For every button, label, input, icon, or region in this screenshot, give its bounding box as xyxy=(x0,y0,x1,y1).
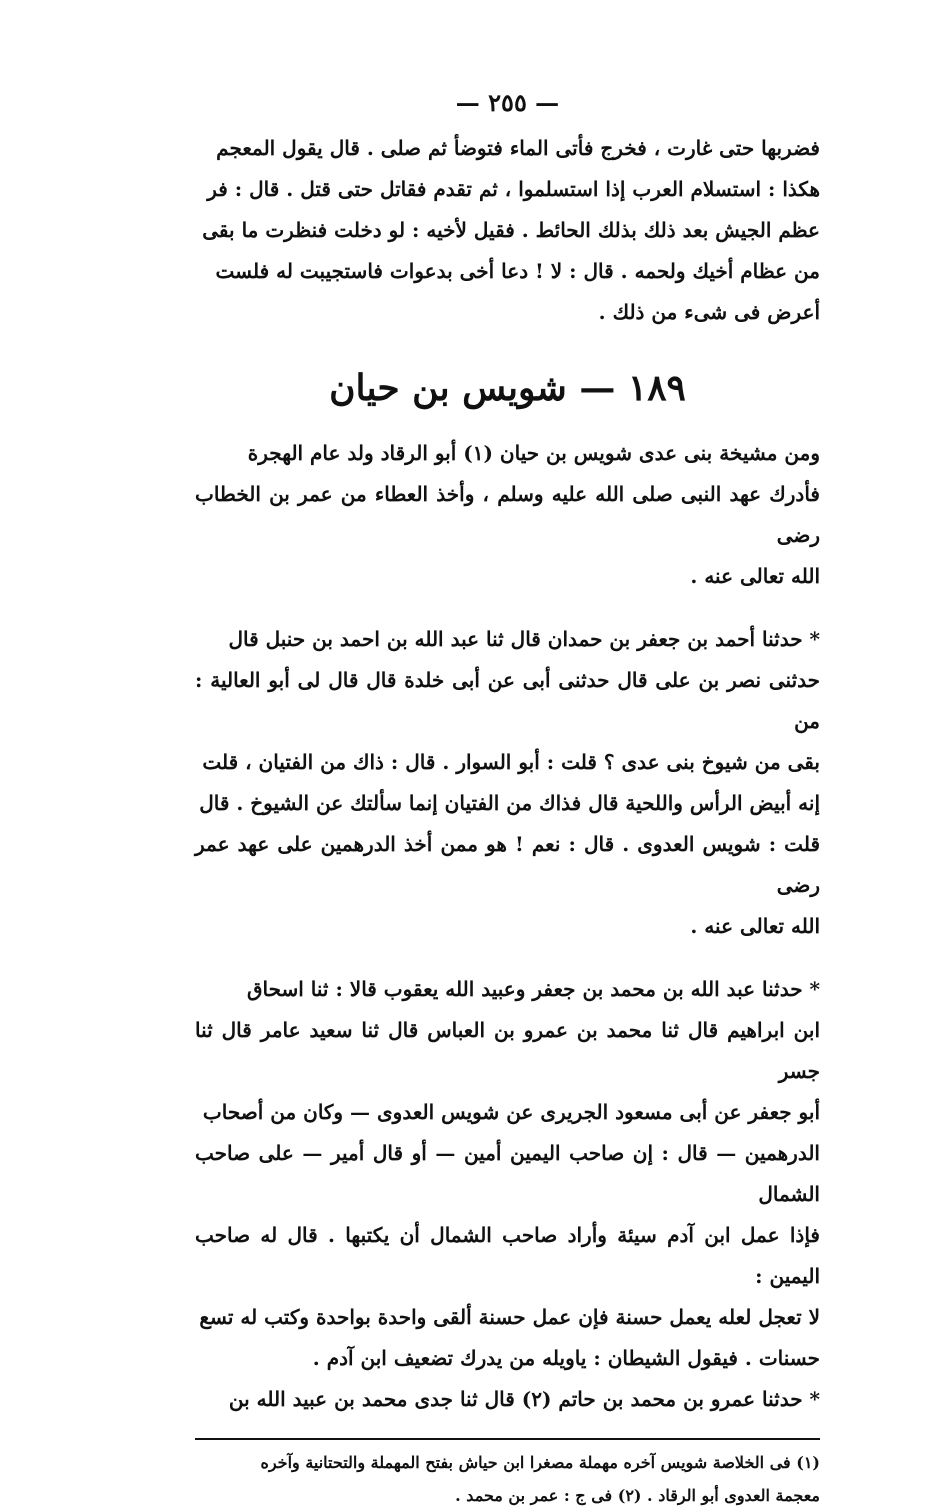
text-line: ابن ابراهيم قال ثنا محمد بن عمرو بن العباس قال ثنا سعيد عامر قال ثنا جسر xyxy=(195,1018,820,1083)
text-line: حدثنى نصر بن على قال حدثنى أبى عن أبى خلدة قال قال لى أبو العالية : من xyxy=(195,668,820,733)
text-line: قلت : شويس العدوى . قال : نعم ! هو ممن أخذ الدرهمين على عهد عمر رضى xyxy=(195,832,820,897)
page-number: — ٢٥٥ — xyxy=(455,88,560,117)
text-line: لا تعجل لعله يعمل حسنة فإن عمل حسنة ألقى واحدة بواحدة وكتب له تسع xyxy=(199,1305,820,1329)
hadith-paragraph-1 xyxy=(195,619,820,947)
page xyxy=(195,78,820,1512)
footnote-line: معجمة العدوى أبو الرقاد . (٢) فى ج : عمر بن محمد . xyxy=(455,1486,820,1505)
text-line: بقى من شيوخ بنى عدى ؟ قلت : أبو السوار . قال : ذاك من الفتيان ، قلت xyxy=(202,750,820,774)
text-line: أعرض فى شىء من ذلك . xyxy=(598,300,820,324)
text-line: فضربها حتى غارت ، فخرج فأتى الماء فتوضأ ثم صلى . قال يقول المعجم xyxy=(216,136,820,160)
text-line: * حدثنا عمرو بن محمد بن حاتم (٢) قال ثنا جدى محمد بن عبيد الله بن xyxy=(228,1387,820,1411)
footnotes xyxy=(195,1446,820,1512)
text-line: هكذا : استسلام العرب إذا استسلموا ، ثم تقدم فقاتل حتى قتل . قال : فر xyxy=(207,177,820,201)
bio-paragraph xyxy=(195,433,820,597)
text-line: الدرهمين — قال : إن صاحب اليمين أمين — أو قال أمير — على صاحب الشمال xyxy=(195,1141,820,1206)
text-line: * حدثنا عبد الله بن محمد بن جعفر وعبيد الله يعقوب قالا : ثنا اسحاق xyxy=(246,977,820,1001)
text-line: أبو جعفر عن أبى مسعود الجريرى عن شويس العدوى — وكان من أصحاب xyxy=(202,1100,820,1124)
footnote-line: (١) فى الخلاصة شويس آخره مهملة مصغرا ابن حياش بفتح المهملة والتحتانية وآخره xyxy=(260,1453,820,1472)
footnote-divider xyxy=(195,1438,820,1440)
text-line: عظم الجيش بعد ذلك بذلك الحائط . فقيل لأخيه : لو دخلت فنظرت ما بقى xyxy=(202,218,820,242)
hadith-paragraph-2 xyxy=(195,969,820,1379)
text-line: من عظام أخيك ولحمه . قال : لا ! دعا أخى بدعوات فاستجيبت له فلست xyxy=(215,259,820,283)
text-line: إنه أبيض الرأس واللحية قال فذاك من الفتيان إنما سألتك عن الشيوخ . قال xyxy=(199,791,820,815)
text-line: * حدثنا أحمد بن جعفر بن حمدان قال ثنا عبد الله بن احمد بن حنبل قال xyxy=(228,627,820,651)
intro-paragraph xyxy=(195,128,820,333)
text-line: ومن مشيخة بنى عدى شويس بن حيان (١) أبو الرقاد ولد عام الهجرة xyxy=(247,441,820,465)
text-line: الله تعالى عنه . xyxy=(690,914,820,938)
text-line: الله تعالى عنه . xyxy=(690,564,820,588)
section-title: ١٨٩ — شويس بن حيان xyxy=(329,367,686,409)
text-line: حسنات . فيقول الشيطان : ياويله من يدرك تضعيف ابن آدم . xyxy=(312,1346,820,1370)
text-line: فإذا عمل ابن آدم سيئة وأراد صاحب الشمال أن يكتبها . قال له صاحب اليمين : xyxy=(195,1223,820,1288)
hadith-paragraph-3 xyxy=(195,1379,820,1420)
text-line: فأدرك عهد النبى صلى الله عليه وسلم ، وأخذ العطاء من عمر بن الخطاب رضى xyxy=(195,482,820,547)
